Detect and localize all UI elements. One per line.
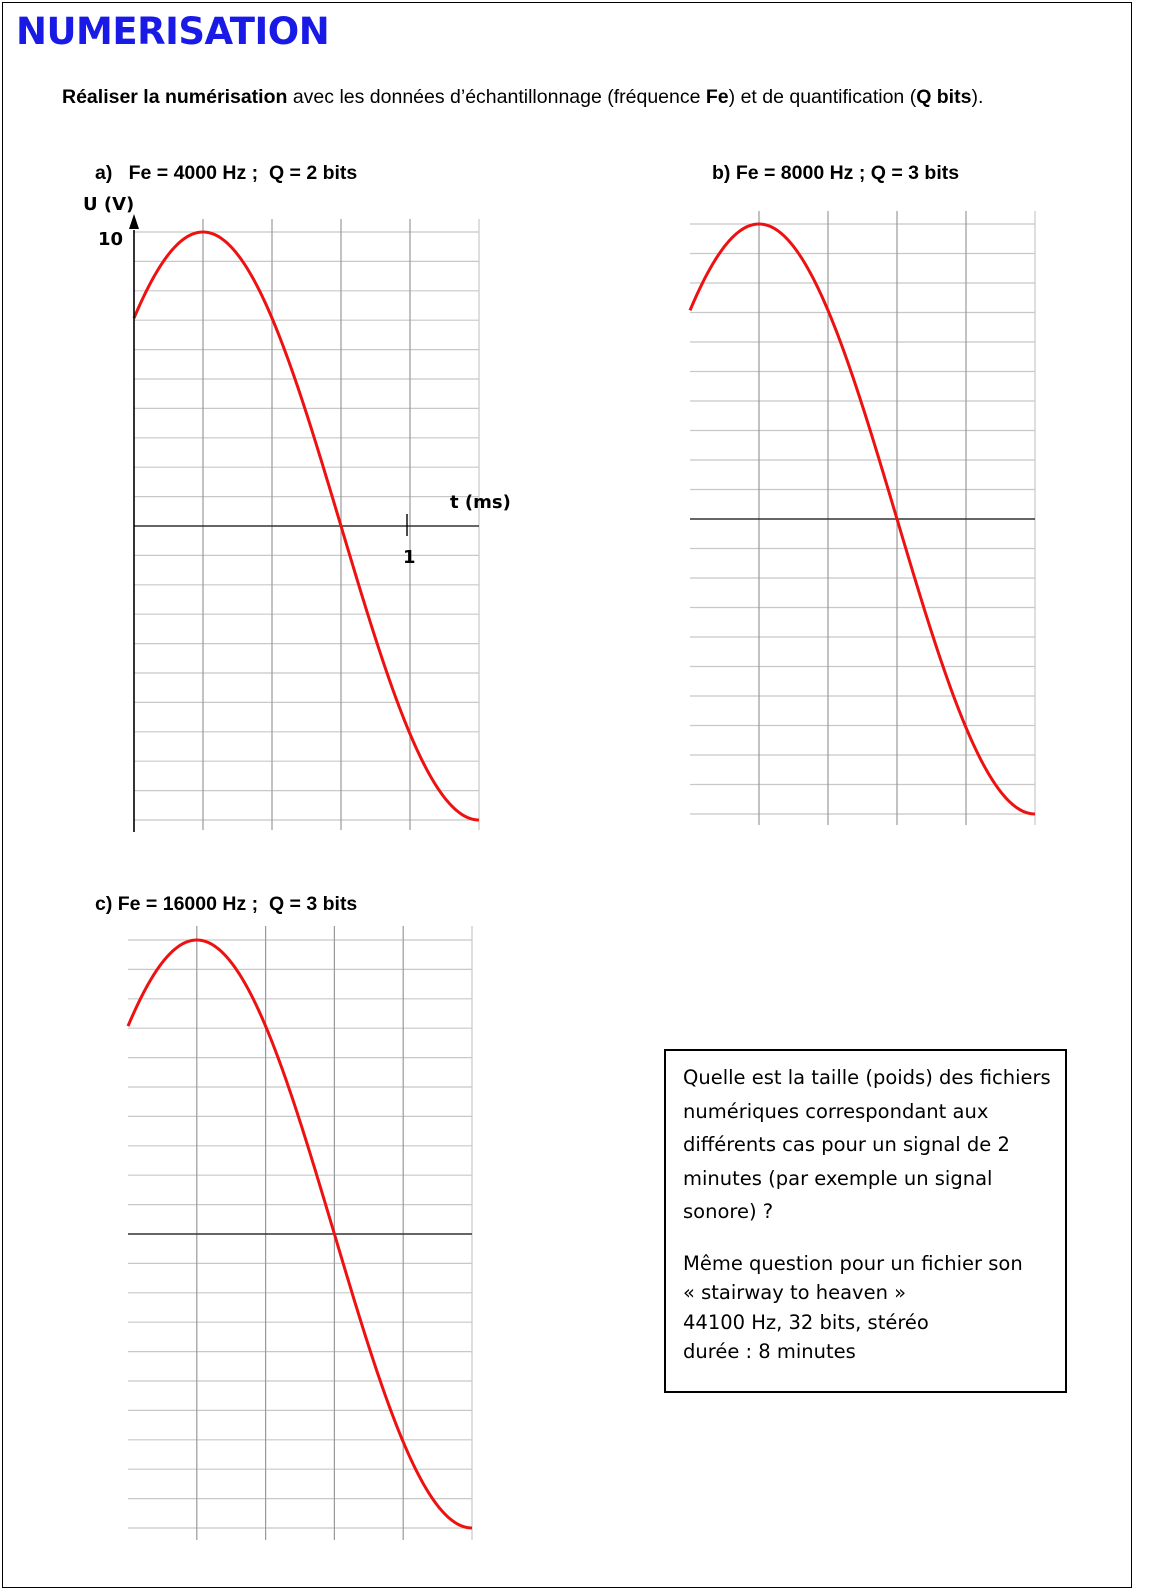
chart-a-label: a) Fe = 4000 Hz ; Q = 2 bits — [95, 162, 358, 184]
intro-bold-1: Réaliser la numérisation — [62, 86, 288, 108]
intro-bold-fe: Fe — [705, 86, 729, 108]
question-line: différents cas pour un signal de 2 — [683, 1133, 1010, 1156]
y-tick-label: 10 — [98, 229, 124, 250]
x-tick-label: 1 — [403, 547, 416, 568]
question-line: minutes (par exemple un signal — [683, 1166, 993, 1190]
question-paragraph-2 — [683, 1249, 1051, 1367]
question-box — [664, 1049, 1067, 1393]
question-line: « stairway to heaven » — [683, 1281, 907, 1304]
chart-c-label: c) Fe = 16000 Hz ; Q = 3 bits — [95, 893, 358, 915]
chart-a — [134, 219, 479, 830]
question-line: sonore) ? — [683, 1200, 774, 1223]
y-axis-arrow-icon — [129, 214, 139, 229]
chart-b — [690, 211, 1035, 825]
question-line: Quelle est la taille (poids) des fichiers — [683, 1066, 1051, 1089]
question-line: 44100 Hz, 32 bits, stéréo — [683, 1310, 929, 1334]
question-paragraph-1 — [683, 1061, 1051, 1229]
chart-b-label: b) Fe = 8000 Hz ; Q = 3 bits — [712, 162, 960, 184]
page-title: NUMERISATION — [16, 10, 330, 53]
question-line: Même question pour un fichier son — [683, 1251, 1023, 1275]
question-line: numériques correspondant aux — [683, 1099, 989, 1123]
intro-bold-q: Q bits — [916, 86, 972, 108]
intro-text-2: avec les données d’échantillonnage (fréquence — [287, 86, 706, 108]
intro-text-6: ). — [971, 86, 984, 108]
intro-text-4: ) et de quantification ( — [728, 86, 917, 108]
question-line: durée : 8 minutes — [683, 1340, 856, 1363]
chart-c — [128, 926, 472, 1540]
x-axis-label: t (ms) — [450, 492, 511, 513]
y-axis-label: U (V) — [83, 194, 135, 215]
